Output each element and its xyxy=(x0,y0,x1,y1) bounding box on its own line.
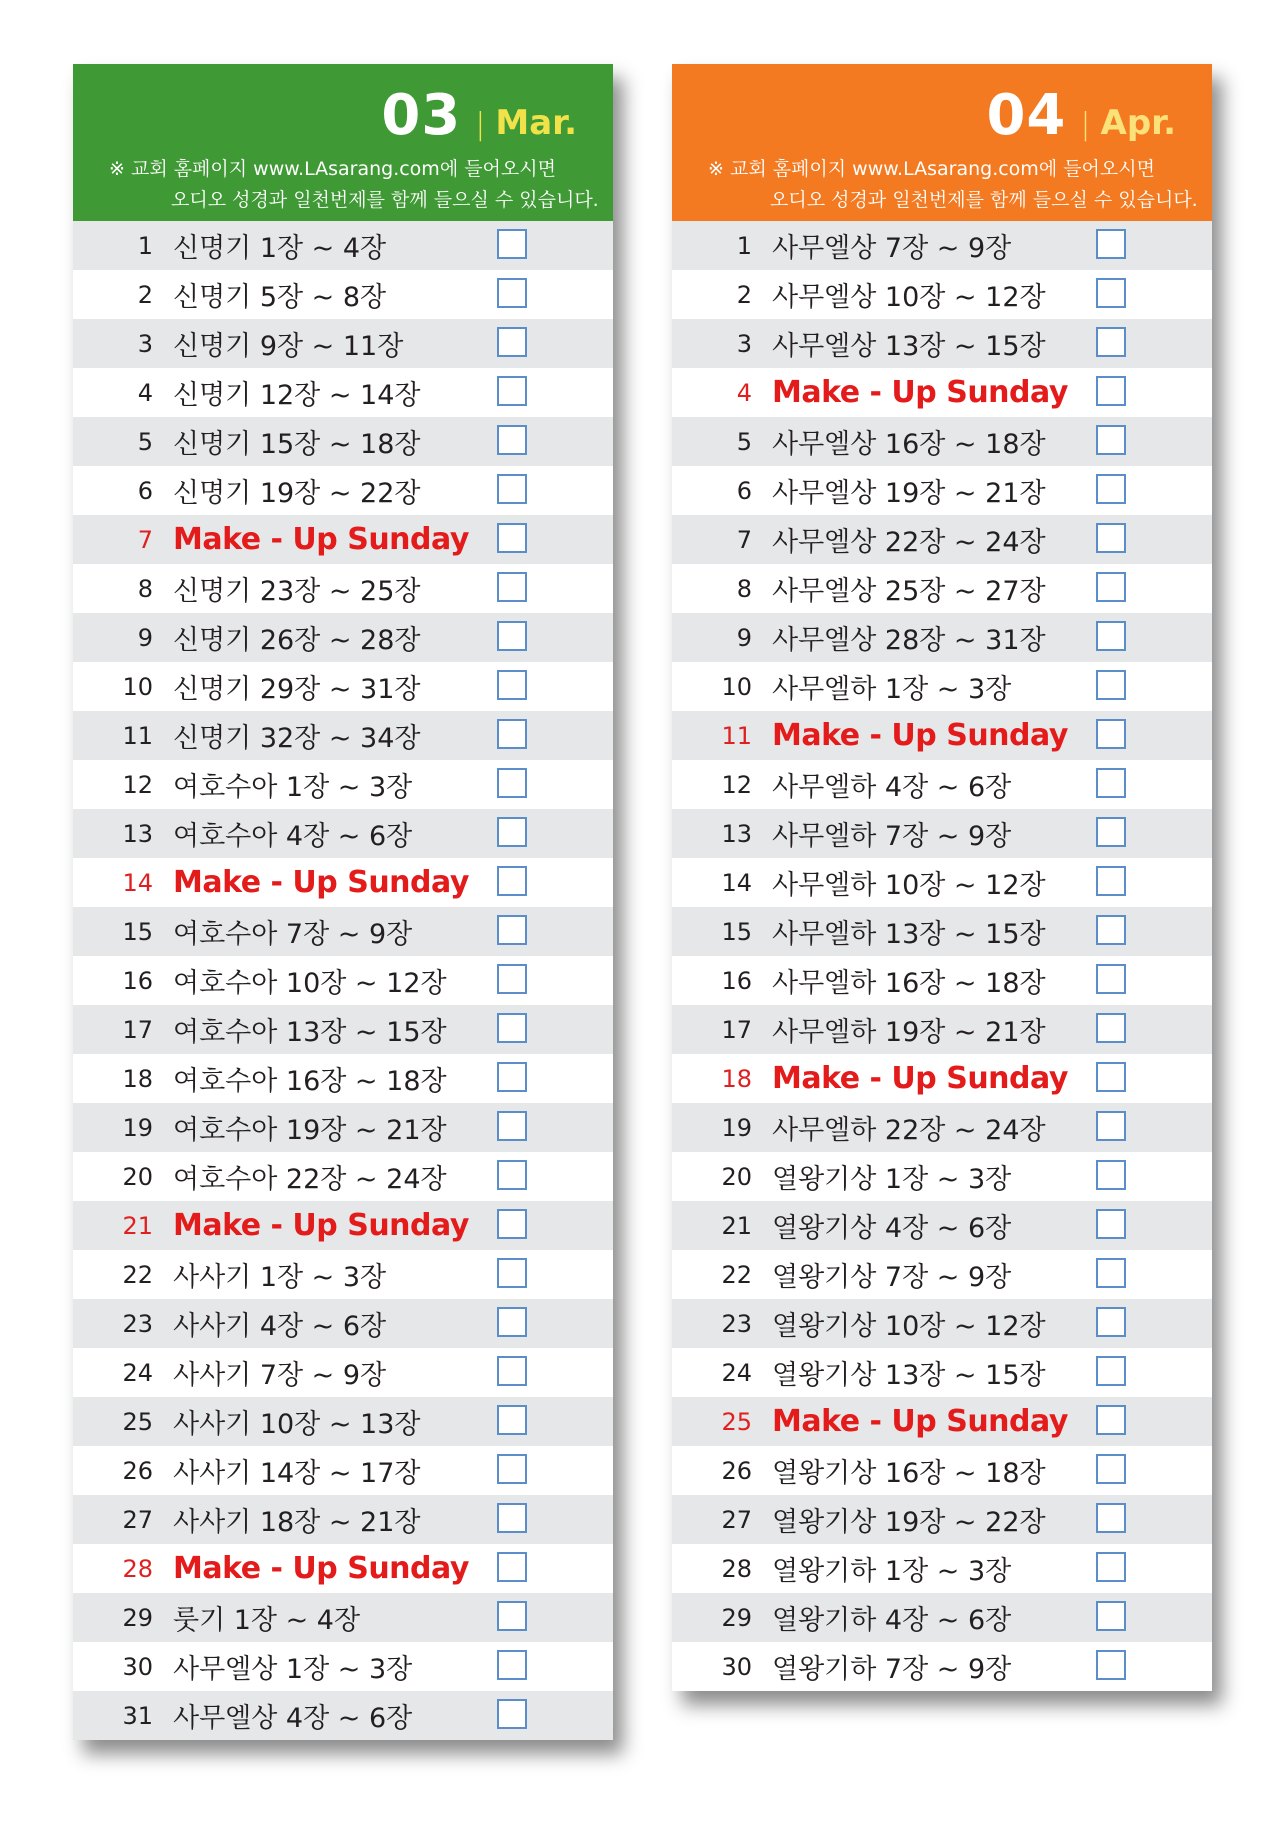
completion-checkbox[interactable] xyxy=(1096,670,1126,700)
reading-row xyxy=(73,1152,613,1201)
day-number: 19 xyxy=(122,1113,153,1142)
completion-checkbox[interactable] xyxy=(1096,1601,1126,1631)
day-number: 3 xyxy=(137,329,153,358)
reading-row xyxy=(672,907,1212,956)
completion-checkbox[interactable] xyxy=(1096,621,1126,651)
day-number: 4 xyxy=(137,378,153,407)
april-title xyxy=(986,83,1176,148)
reading-row xyxy=(73,613,613,662)
day-number: 5 xyxy=(736,427,752,456)
april-reading-list xyxy=(672,221,1212,1691)
completion-checkbox[interactable] xyxy=(1096,1160,1126,1190)
completion-checkbox[interactable] xyxy=(497,523,527,553)
completion-checkbox[interactable] xyxy=(1096,1209,1126,1239)
reading-passage: 사사기 18장 ~ 21장 xyxy=(173,1507,421,1538)
day-number: 17 xyxy=(122,1015,153,1044)
reading-row xyxy=(672,858,1212,907)
makeup-sunday-row xyxy=(73,515,613,564)
reading-passage: 신명기 12장 ~ 14장 xyxy=(173,380,421,411)
reading-row xyxy=(73,1250,613,1299)
completion-checkbox[interactable] xyxy=(497,915,527,945)
reading-passage: 사무엘하 10장 ~ 12장 xyxy=(772,870,1046,901)
day-number: 9 xyxy=(736,623,752,652)
reading-passage: 신명기 1장 ~ 4장 xyxy=(173,233,387,264)
reading-row xyxy=(672,1348,1212,1397)
reading-passage: 사무엘상 7장 ~ 9장 xyxy=(772,233,1012,264)
day-number: 1 xyxy=(736,231,752,260)
reading-passage: 신명기 26장 ~ 28장 xyxy=(173,625,421,656)
day-number: 28 xyxy=(122,1554,153,1583)
day-number: 30 xyxy=(122,1652,153,1681)
day-number: 15 xyxy=(721,917,752,946)
day-number: 2 xyxy=(736,280,752,309)
completion-checkbox[interactable] xyxy=(497,1601,527,1631)
reading-passage: 사무엘상 4장 ~ 6장 xyxy=(173,1703,413,1734)
completion-checkbox[interactable] xyxy=(1096,1013,1126,1043)
day-number: 12 xyxy=(721,770,752,799)
reading-row xyxy=(73,907,613,956)
completion-checkbox[interactable] xyxy=(1096,474,1126,504)
day-number: 5 xyxy=(137,427,153,456)
day-number: 15 xyxy=(122,917,153,946)
makeup-sunday-label: Make - Up Sunday xyxy=(173,1551,469,1586)
completion-checkbox[interactable] xyxy=(1096,1111,1126,1141)
day-number: 20 xyxy=(721,1162,752,1191)
reading-row xyxy=(73,711,613,760)
makeup-sunday-row xyxy=(672,368,1212,417)
reading-row xyxy=(73,1642,613,1691)
reading-row xyxy=(672,662,1212,711)
day-number: 14 xyxy=(122,868,153,897)
reading-row xyxy=(73,417,613,466)
completion-checkbox[interactable] xyxy=(1096,1356,1126,1386)
completion-checkbox[interactable] xyxy=(497,1503,527,1533)
reading-row xyxy=(73,956,613,1005)
march-header xyxy=(73,64,613,221)
reading-passage: 사무엘상 1장 ~ 3장 xyxy=(173,1654,413,1685)
makeup-sunday-row xyxy=(672,1397,1212,1446)
day-number: 27 xyxy=(122,1505,153,1534)
reading-row xyxy=(73,662,613,711)
reading-passage: 여호수아 1장 ~ 3장 xyxy=(173,772,413,803)
day-number: 16 xyxy=(122,966,153,995)
reading-row xyxy=(73,466,613,515)
website-note xyxy=(109,154,599,216)
reading-row xyxy=(672,1152,1212,1201)
reading-passage: 사무엘상 10장 ~ 12장 xyxy=(772,282,1046,313)
reading-passage: 사무엘상 22장 ~ 24장 xyxy=(772,527,1046,558)
march-card xyxy=(73,64,613,1740)
day-number: 20 xyxy=(122,1162,153,1191)
april-card xyxy=(672,64,1212,1691)
completion-checkbox[interactable] xyxy=(497,719,527,749)
reading-row xyxy=(672,1299,1212,1348)
completion-checkbox[interactable] xyxy=(1096,768,1126,798)
reading-passage: 여호수아 22장 ~ 24장 xyxy=(173,1164,447,1195)
completion-checkbox[interactable] xyxy=(1096,229,1126,259)
reading-passage: 사무엘하 16장 ~ 18장 xyxy=(772,968,1046,999)
completion-checkbox[interactable] xyxy=(497,1454,527,1484)
note-line-2: 오디오 성경과 일천번제를 함께 들으실 수 있습니다. xyxy=(770,189,1198,211)
reading-row xyxy=(73,1691,613,1740)
day-number: 25 xyxy=(721,1407,752,1436)
reading-passage: 사무엘상 28장 ~ 31장 xyxy=(772,625,1046,656)
completion-checkbox[interactable] xyxy=(497,327,527,357)
reading-row xyxy=(672,515,1212,564)
completion-checkbox[interactable] xyxy=(1096,1650,1126,1680)
completion-checkbox[interactable] xyxy=(497,376,527,406)
reading-passage: 사무엘하 7장 ~ 9장 xyxy=(772,821,1012,852)
completion-checkbox[interactable] xyxy=(1096,523,1126,553)
day-number: 16 xyxy=(721,966,752,995)
completion-checkbox[interactable] xyxy=(497,1062,527,1092)
completion-checkbox[interactable] xyxy=(1096,1405,1126,1435)
day-number: 19 xyxy=(721,1113,752,1142)
day-number: 27 xyxy=(721,1505,752,1534)
reading-row xyxy=(73,270,613,319)
reading-row xyxy=(73,221,613,270)
reading-row xyxy=(73,1299,613,1348)
day-number: 30 xyxy=(721,1652,752,1681)
day-number: 3 xyxy=(736,329,752,358)
reading-row xyxy=(672,1642,1212,1691)
reading-passage: 열왕기하 4장 ~ 6장 xyxy=(772,1605,1012,1636)
completion-checkbox[interactable] xyxy=(1096,1062,1126,1092)
day-number: 25 xyxy=(122,1407,153,1436)
day-number: 6 xyxy=(137,476,153,505)
reading-passage: 사무엘하 4장 ~ 6장 xyxy=(772,772,1012,803)
completion-checkbox[interactable] xyxy=(497,1258,527,1288)
reading-passage: 열왕기상 13장 ~ 15장 xyxy=(772,1360,1046,1391)
completion-checkbox[interactable] xyxy=(497,1111,527,1141)
makeup-sunday-label: Make - Up Sunday xyxy=(173,1208,469,1243)
reading-passage: 열왕기상 4장 ~ 6장 xyxy=(772,1213,1012,1244)
completion-checkbox[interactable] xyxy=(497,964,527,994)
month-number: 04 xyxy=(986,83,1067,148)
reading-passage: 여호수아 4장 ~ 6장 xyxy=(173,821,413,852)
reading-row xyxy=(672,417,1212,466)
makeup-sunday-row xyxy=(73,858,613,907)
reading-row xyxy=(672,1250,1212,1299)
day-number: 10 xyxy=(122,672,153,701)
day-number: 4 xyxy=(736,378,752,407)
day-number: 29 xyxy=(721,1603,752,1632)
day-number: 12 xyxy=(122,770,153,799)
title-divider: | xyxy=(1080,107,1091,142)
reading-passage: 신명기 15장 ~ 18장 xyxy=(173,429,421,460)
reading-passage: 사무엘하 1장 ~ 3장 xyxy=(772,674,1012,705)
reading-passage: 사무엘상 25장 ~ 27장 xyxy=(772,576,1046,607)
reading-passage: 열왕기상 10장 ~ 12장 xyxy=(772,1311,1046,1342)
makeup-sunday-row xyxy=(672,711,1212,760)
day-number: 7 xyxy=(137,525,153,554)
reading-row xyxy=(73,319,613,368)
reading-passage: 사사기 4장 ~ 6장 xyxy=(173,1311,387,1342)
reading-row xyxy=(73,1495,613,1544)
completion-checkbox[interactable] xyxy=(1096,376,1126,406)
reading-passage: 신명기 5장 ~ 8장 xyxy=(173,282,387,313)
reading-row xyxy=(672,1446,1212,1495)
day-number: 6 xyxy=(736,476,752,505)
reading-row xyxy=(672,1593,1212,1642)
title-divider: | xyxy=(475,107,486,142)
note-line-2: 오디오 성경과 일천번제를 함께 들으실 수 있습니다. xyxy=(171,189,599,211)
reading-row xyxy=(73,368,613,417)
reading-row xyxy=(73,1348,613,1397)
day-number: 21 xyxy=(122,1211,153,1240)
day-number: 8 xyxy=(137,574,153,603)
reading-passage: 열왕기상 1장 ~ 3장 xyxy=(772,1164,1012,1195)
day-number: 22 xyxy=(721,1260,752,1289)
reading-passage: 신명기 9장 ~ 11장 xyxy=(173,331,404,362)
day-number: 11 xyxy=(122,721,153,750)
reading-passage: 여호수아 19장 ~ 21장 xyxy=(173,1115,447,1146)
makeup-sunday-row xyxy=(73,1544,613,1593)
day-number: 8 xyxy=(736,574,752,603)
reading-passage: 사무엘상 13장 ~ 15장 xyxy=(772,331,1046,362)
reading-passage: 여호수아 13장 ~ 15장 xyxy=(173,1017,447,1048)
completion-checkbox[interactable] xyxy=(497,1405,527,1435)
reading-row xyxy=(73,1005,613,1054)
reading-passage: 신명기 19장 ~ 22장 xyxy=(173,478,421,509)
month-number: 03 xyxy=(381,83,462,148)
reading-row xyxy=(73,809,613,858)
website-note xyxy=(708,154,1198,216)
makeup-sunday-label: Make - Up Sunday xyxy=(772,375,1068,410)
reading-row xyxy=(672,1544,1212,1593)
completion-checkbox[interactable] xyxy=(497,1307,527,1337)
reading-row xyxy=(73,1103,613,1152)
reading-row xyxy=(672,613,1212,662)
month-abbr: Apr. xyxy=(1100,103,1176,143)
completion-checkbox[interactable] xyxy=(1096,1258,1126,1288)
completion-checkbox[interactable] xyxy=(497,474,527,504)
completion-checkbox[interactable] xyxy=(497,768,527,798)
reading-passage: 사사기 10장 ~ 13장 xyxy=(173,1409,421,1440)
day-number: 26 xyxy=(721,1456,752,1485)
completion-checkbox[interactable] xyxy=(1096,866,1126,896)
reading-row xyxy=(672,809,1212,858)
reading-row xyxy=(672,221,1212,270)
note-line-1: ※ 교회 홈페이지 www.LAsarang.com에 들어오시면 xyxy=(109,158,556,180)
completion-checkbox[interactable] xyxy=(497,1356,527,1386)
makeup-sunday-row xyxy=(73,1201,613,1250)
completion-checkbox[interactable] xyxy=(497,1650,527,1680)
completion-checkbox[interactable] xyxy=(497,1013,527,1043)
reading-passage: 사무엘하 22장 ~ 24장 xyxy=(772,1115,1046,1146)
reading-passage: 사사기 14장 ~ 17장 xyxy=(173,1458,421,1489)
reading-passage: 사무엘하 19장 ~ 21장 xyxy=(772,1017,1046,1048)
day-number: 28 xyxy=(721,1554,752,1583)
completion-checkbox[interactable] xyxy=(497,1209,527,1239)
makeup-sunday-label: Make - Up Sunday xyxy=(772,1404,1068,1439)
reading-passage: 룻기 1장 ~ 4장 xyxy=(173,1605,361,1636)
april-header xyxy=(672,64,1212,221)
completion-checkbox[interactable] xyxy=(1096,719,1126,749)
reading-passage: 사무엘하 13장 ~ 15장 xyxy=(772,919,1046,950)
completion-checkbox[interactable] xyxy=(497,278,527,308)
reading-row xyxy=(672,760,1212,809)
day-number: 26 xyxy=(122,1456,153,1485)
makeup-sunday-label: Make - Up Sunday xyxy=(173,865,469,900)
day-number: 24 xyxy=(122,1358,153,1387)
completion-checkbox[interactable] xyxy=(1096,278,1126,308)
completion-checkbox[interactable] xyxy=(497,572,527,602)
reading-passage: 열왕기상 19장 ~ 22장 xyxy=(772,1507,1046,1538)
day-number: 17 xyxy=(721,1015,752,1044)
completion-checkbox[interactable] xyxy=(1096,1552,1126,1582)
completion-checkbox[interactable] xyxy=(497,1699,527,1729)
reading-passage: 신명기 32장 ~ 34장 xyxy=(173,723,421,754)
completion-checkbox[interactable] xyxy=(1096,817,1126,847)
day-number: 23 xyxy=(721,1309,752,1338)
march-title xyxy=(381,83,577,148)
reading-row xyxy=(73,1593,613,1642)
day-number: 13 xyxy=(122,819,153,848)
day-number: 10 xyxy=(721,672,752,701)
day-number: 2 xyxy=(137,280,153,309)
day-number: 18 xyxy=(721,1064,752,1093)
reading-row xyxy=(73,760,613,809)
day-number: 11 xyxy=(721,721,752,750)
reading-row xyxy=(672,564,1212,613)
completion-checkbox[interactable] xyxy=(1096,572,1126,602)
reading-passage: 사사기 1장 ~ 3장 xyxy=(173,1262,387,1293)
reading-passage: 여호수아 16장 ~ 18장 xyxy=(173,1066,447,1097)
completion-checkbox[interactable] xyxy=(1096,1454,1126,1484)
day-number: 22 xyxy=(122,1260,153,1289)
reading-row xyxy=(672,1103,1212,1152)
completion-checkbox[interactable] xyxy=(497,866,527,896)
reading-passage: 여호수아 7장 ~ 9장 xyxy=(173,919,413,950)
completion-checkbox[interactable] xyxy=(1096,1307,1126,1337)
reading-row xyxy=(672,1005,1212,1054)
completion-checkbox[interactable] xyxy=(497,1552,527,1582)
reading-passage: 여호수아 10장 ~ 12장 xyxy=(173,968,447,999)
reading-row xyxy=(73,1054,613,1103)
makeup-sunday-label: Make - Up Sunday xyxy=(772,718,1068,753)
reading-passage: 열왕기하 7장 ~ 9장 xyxy=(772,1654,1012,1685)
note-line-1: ※ 교회 홈페이지 www.LAsarang.com에 들어오시면 xyxy=(708,158,1155,180)
day-number: 24 xyxy=(721,1358,752,1387)
reading-row xyxy=(672,1495,1212,1544)
completion-checkbox[interactable] xyxy=(1096,964,1126,994)
day-number: 13 xyxy=(721,819,752,848)
completion-checkbox[interactable] xyxy=(1096,915,1126,945)
day-number: 31 xyxy=(122,1701,153,1730)
makeup-sunday-row xyxy=(672,1054,1212,1103)
reading-passage: 열왕기하 1장 ~ 3장 xyxy=(772,1556,1012,1587)
completion-checkbox[interactable] xyxy=(1096,1503,1126,1533)
day-number: 1 xyxy=(137,231,153,260)
reading-row xyxy=(73,564,613,613)
day-number: 14 xyxy=(721,868,752,897)
reading-row xyxy=(672,319,1212,368)
completion-checkbox[interactable] xyxy=(497,1160,527,1190)
reading-row xyxy=(672,270,1212,319)
completion-checkbox[interactable] xyxy=(497,621,527,651)
reading-row xyxy=(73,1397,613,1446)
completion-checkbox[interactable] xyxy=(497,229,527,259)
reading-row xyxy=(672,1201,1212,1250)
completion-checkbox[interactable] xyxy=(497,817,527,847)
completion-checkbox[interactable] xyxy=(1096,425,1126,455)
makeup-sunday-label: Make - Up Sunday xyxy=(173,522,469,557)
day-number: 21 xyxy=(721,1211,752,1240)
march-reading-list xyxy=(73,221,613,1740)
reading-row xyxy=(672,466,1212,515)
reading-passage: 신명기 23장 ~ 25장 xyxy=(173,576,421,607)
day-number: 18 xyxy=(122,1064,153,1093)
reading-passage: 신명기 29장 ~ 31장 xyxy=(173,674,421,705)
day-number: 23 xyxy=(122,1309,153,1338)
day-number: 9 xyxy=(137,623,153,652)
reading-passage: 사무엘상 19장 ~ 21장 xyxy=(772,478,1046,509)
reading-passage: 사사기 7장 ~ 9장 xyxy=(173,1360,387,1391)
makeup-sunday-label: Make - Up Sunday xyxy=(772,1061,1068,1096)
completion-checkbox[interactable] xyxy=(497,425,527,455)
completion-checkbox[interactable] xyxy=(497,670,527,700)
month-abbr: Mar. xyxy=(495,103,577,143)
reading-passage: 열왕기상 16장 ~ 18장 xyxy=(772,1458,1046,1489)
reading-row xyxy=(73,1446,613,1495)
reading-passage: 사무엘상 16장 ~ 18장 xyxy=(772,429,1046,460)
day-number: 29 xyxy=(122,1603,153,1632)
reading-row xyxy=(672,956,1212,1005)
reading-passage: 열왕기상 7장 ~ 9장 xyxy=(772,1262,1012,1293)
day-number: 7 xyxy=(736,525,752,554)
completion-checkbox[interactable] xyxy=(1096,327,1126,357)
